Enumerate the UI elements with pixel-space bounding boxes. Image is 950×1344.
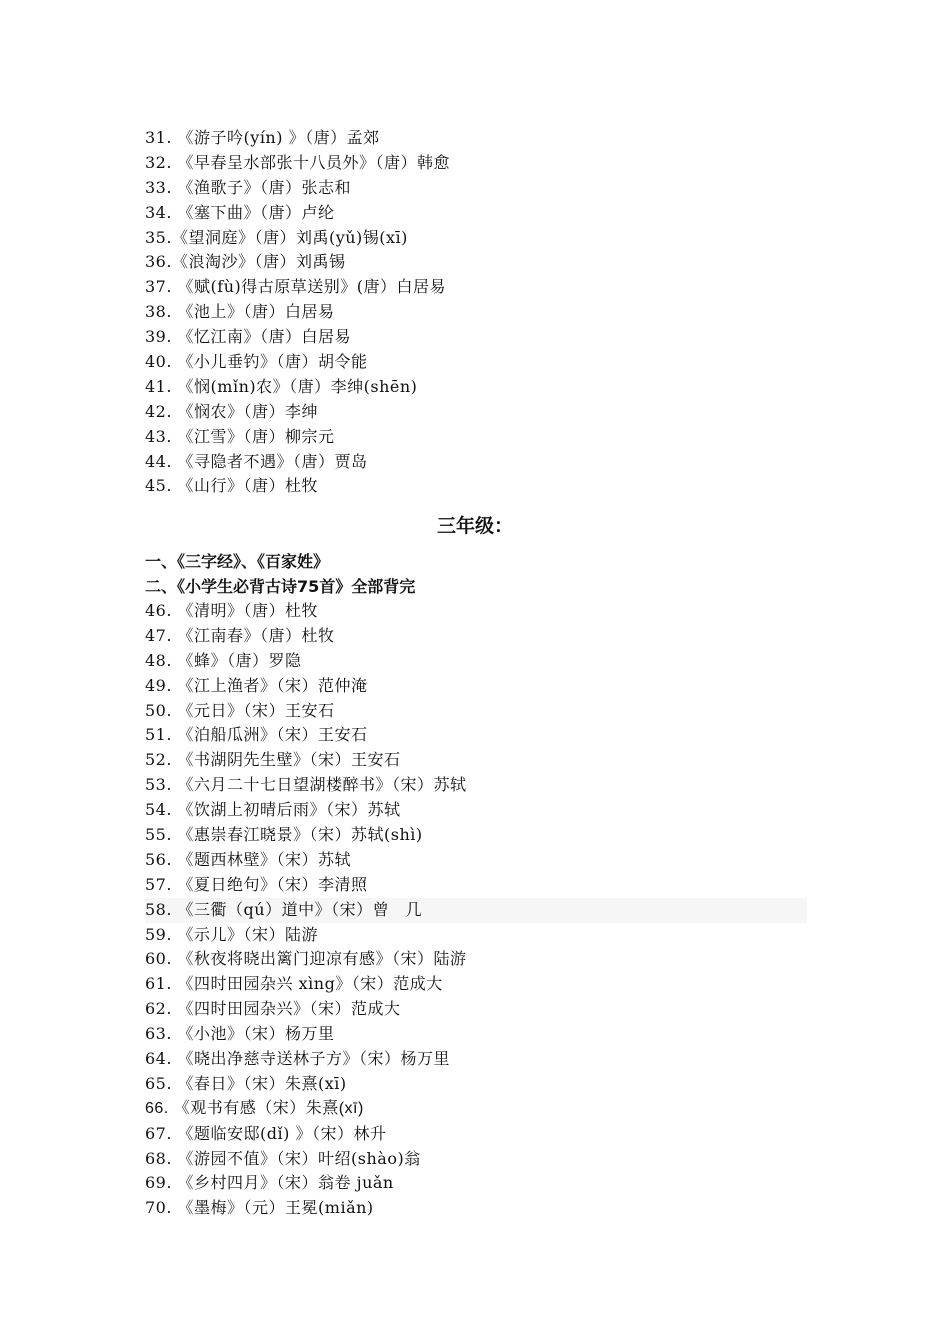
list-item: 58. 《三衢（qú）道中》（宋）曾 几 (145, 898, 807, 923)
grade3-heading: 三年级： (436, 515, 513, 537)
list-item: 62. 《四时田园杂兴》（宋）范成大 (145, 999, 401, 1019)
poem-list-grade2 (145, 126, 825, 499)
list-item: 35.《望洞庭》（唐）刘禹(yǔ)锡(xī) (145, 227, 408, 247)
list-item: 56. 《题西林壁》（宋）苏轼 (145, 849, 352, 869)
list-item: 70. 《墨梅》（元）王冕(miǎn) (145, 1198, 374, 1218)
list-item: 44. 《寻隐者不遇》（唐）贾岛 (145, 451, 368, 471)
list-item: 51. 《泊船瓜洲》（宋）王安石 (145, 725, 368, 745)
list-item: 45. 《山行》（唐）杜牧 (145, 476, 319, 496)
list-item: 68. 《游园不值》（宋）叶绍(shào)翁 (145, 1148, 421, 1168)
list-item: 55. 《惠崇春江晓景》（宋）苏轼(shì) (145, 825, 423, 845)
list-item: 52. 《书湖阴先生壁》（宋）王安石 (145, 750, 401, 770)
list-item: 69. 《乡村四月》（宋）翁卷 juǎn (145, 1173, 394, 1193)
list-item: 63. 《小池》（宋）杨万里 (145, 1024, 335, 1044)
list-item: 31. 《游子吟(yín) 》（唐）孟郊 (145, 128, 380, 147)
list-item: 61. 《四时田园杂兴 xìng》（宋）范成大 (145, 974, 443, 994)
list-item: 36.《浪淘沙》（唐）刘禹锡 (145, 252, 346, 272)
list-item: 64. 《晓出净慈寺送林子方》（宋）杨万里 (145, 1049, 451, 1069)
list-item: 57. 《夏日绝句》（宋）李清照 (145, 874, 368, 894)
list-item: 66. 《观书有感（宋）朱熹(xī) (145, 1099, 364, 1117)
list-item: 53. 《六月二十七日望湖楼醉书》（宋）苏轼 (145, 775, 467, 795)
requirement-item: 一、《三字经》、《百家姓》 (145, 552, 330, 571)
requirement-item: 二、《小学生必背古诗75首》全部背完 (145, 577, 416, 596)
list-item: 39. 《忆江南》（唐）白居易 (145, 327, 352, 347)
list-item: 41. 《悯(mǐn)农》（唐）李绅(shēn) (145, 376, 418, 396)
list-item: 42. 《悯农》（唐）李绅 (145, 401, 319, 421)
list-item: 46. 《清明》（唐）杜牧 (145, 601, 319, 620)
list-item: 32. 《早春呈水部张十八员外》（唐）韩愈 (145, 152, 451, 172)
list-item: 37. 《赋(fù)得古原草送别》(唐）白居易 (145, 277, 446, 297)
list-item: 43. 《江雪》（唐）柳宗元 (145, 426, 335, 446)
list-item: 59. 《示儿》（宋）陆游 (145, 924, 319, 944)
list-item: 54. 《饮湖上初晴后雨》（宋）苏轼 (145, 800, 401, 820)
list-item: 65. 《春日》（宋）朱熹(xī) (145, 1073, 347, 1093)
list-item: 49. 《江上渔者》（宋）范仲淹 (145, 675, 368, 695)
list-item: 67. 《题临安邸(dǐ) 》（宋）林升 (145, 1123, 387, 1143)
list-item: 34. 《塞下曲》（唐）卢纶 (145, 202, 335, 222)
list-item: 60. 《秋夜将晓出篱门迎凉有感》（宋）陆游 (145, 949, 467, 969)
list-item: 40. 《小儿垂钓》（唐）胡令能 (145, 352, 368, 372)
grade3-requirements (145, 549, 825, 599)
list-item: 48. 《蜂》（唐）罗隐 (145, 650, 302, 670)
list-item: 33. 《渔歌子》（唐）张志和 (145, 177, 352, 197)
list-item: 50. 《元日》（宋）王安石 (145, 700, 335, 720)
list-item: 38. 《池上》（唐）白居易 (145, 302, 335, 322)
poem-list-grade3 (145, 599, 825, 1221)
list-item: 47. 《江南春》（唐）杜牧 (145, 625, 335, 645)
